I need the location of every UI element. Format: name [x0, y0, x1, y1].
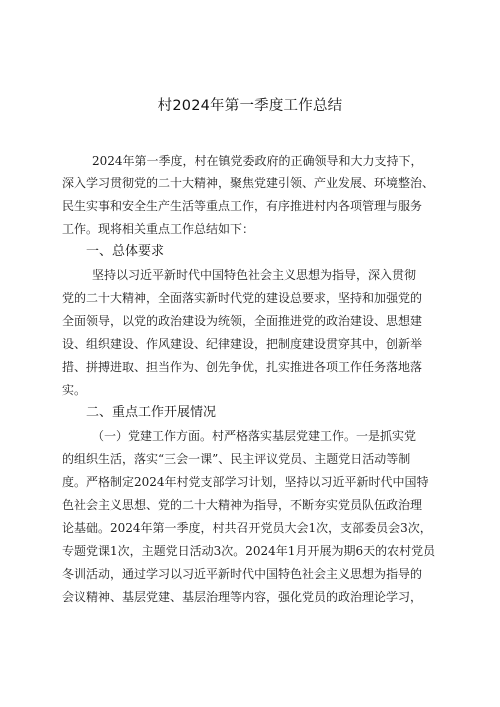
paragraph-line: 全面领导，以党的政治建设为统领，全面推进党的政治建设、思想建	[62, 314, 423, 328]
paragraph-line: 工作。现将相关重点工作总结如下：	[62, 222, 255, 236]
paragraph-line: 深入学习贯彻党的二十大精神，聚焦党建引领、产业发展、环境整治、	[62, 176, 435, 190]
paragraph-line: 措、拼搏进取、担当作为、创先争优，扎实推进各项工作任务落地落	[62, 360, 423, 374]
paragraph-line: 度。严格制定2024年村党支部学习计划，坚持以习近平新时代中国特	[62, 475, 429, 489]
paragraph-line: 的组织生活，落实“三会一课”、民主评议党员、主题党日活动等制	[62, 452, 411, 466]
paragraph-line: 实。	[62, 383, 87, 397]
paragraph-line: 论基础。2024年第一季度，村共召开党员大会1次，支部委员会3次，	[62, 521, 432, 535]
section-heading: 一、总体要求	[86, 244, 165, 259]
section-heading: 二、重点工作开展情况	[86, 405, 217, 420]
paragraph-line: 会议精神、基层党建、基层治理等内容，强化党员的政治理论学习，	[62, 590, 423, 604]
paragraph-line: 2024年第一季度，村在镇党委政府的正确领导和大力支持下，	[92, 154, 423, 168]
paragraph-line: 坚持以习近平新时代中国特色社会主义思想为指导，深入贯彻	[92, 268, 417, 282]
paragraph-line: 民生实事和安全生产生活等重点工作，有序推进村内各项管理与服务	[62, 199, 423, 213]
paragraph-line: 色社会主义思想、党的二十大精神为指导，不断夯实党员队伍政治理	[62, 498, 423, 512]
paragraph-line: 党的二十大精神，全面落实新时代党的建设总要求，坚持和加强党的	[62, 291, 423, 305]
document-title: 村2024年第一季度工作总结	[157, 98, 343, 114]
paragraph-line: 冬训活动，通过学习以习近平新时代中国特色社会主义思想为指导的	[62, 567, 423, 581]
paragraph-line: （一）党建工作方面。村严格落实基层党建工作。一是抓实党	[92, 429, 417, 443]
paragraph-line: 专题党课1次，主题党日活动3次。2024年1月开展为期6天的农村党员	[62, 544, 436, 558]
paragraph-line: 设、组织建设、作风建设、纪律建设，把制度建设贯穿其中，创新举	[62, 337, 423, 351]
